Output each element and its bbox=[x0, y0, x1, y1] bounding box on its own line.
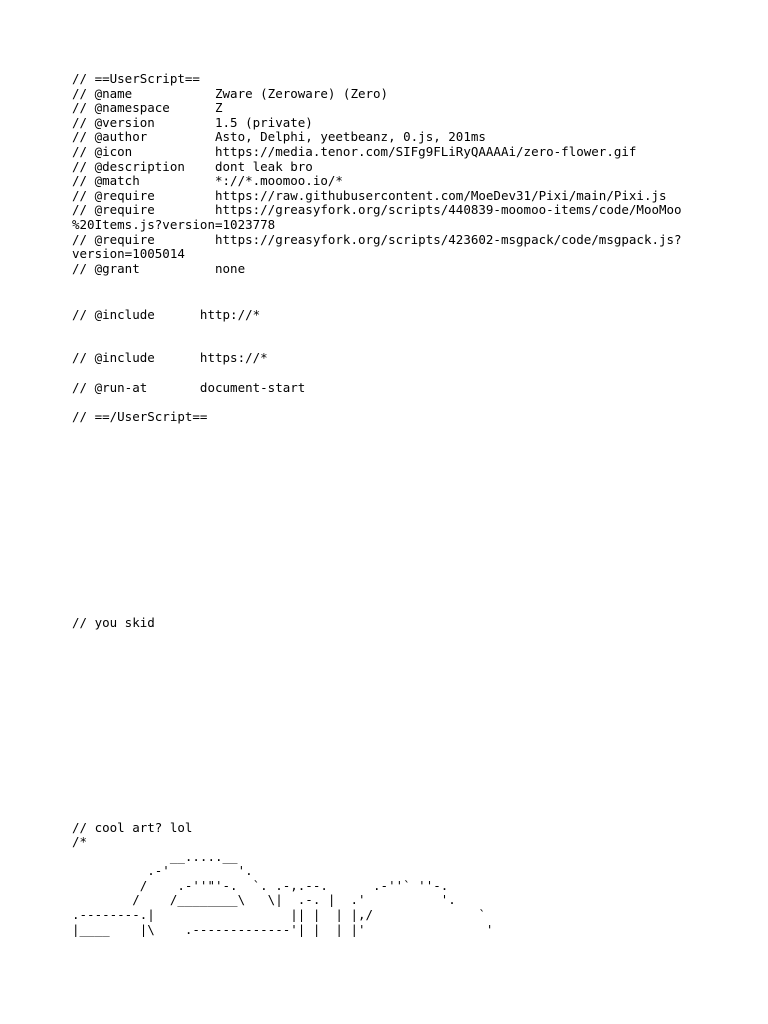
include-https-line: // @include https://* bbox=[72, 350, 268, 365]
userscript-header-block: // ==UserScript== // @name Zware (Zeroware) (Zero) // @namespace Z // @version 1.5 (private) // @author Asto, Delphi, yeetbeanz, 0.js, 201ms // @icon https://media.tenor.com/SIFg9FLiRyQAAAAi/zero-flower.gif // @description dont leak bro // @match *://*.moomoo.io/* // @require https://raw.githubusercontent.com/MoeDev31/Pixi/main/Pixi.js // @require https://greasyfork.org/scripts/440839-moomoo-items/code/MooMoo %20Items.js?version=1023778 // @require https://greasyfork.org/scripts/423602-msgpack/code/msgpack.js? version=1005014 // @grant none bbox=[72, 71, 682, 276]
include-http-line: // @include http://* bbox=[72, 307, 261, 322]
you-skid-comment: // you skid bbox=[72, 615, 155, 630]
cool-art-comment: // cool art? lol bbox=[72, 820, 193, 835]
userscript-end-line: // ==/UserScript== bbox=[72, 409, 208, 424]
run-at-line: // @run-at document-start bbox=[72, 380, 306, 395]
ascii-art-block: /* __.....__ .-' '. / .-''"'-. `. .-,.--. .-''` ''-. / /________\ \| .-. | .' '. .--------.| || | | |,/ ` |____ |\ .-------------'| | | |' ' bbox=[72, 834, 494, 937]
